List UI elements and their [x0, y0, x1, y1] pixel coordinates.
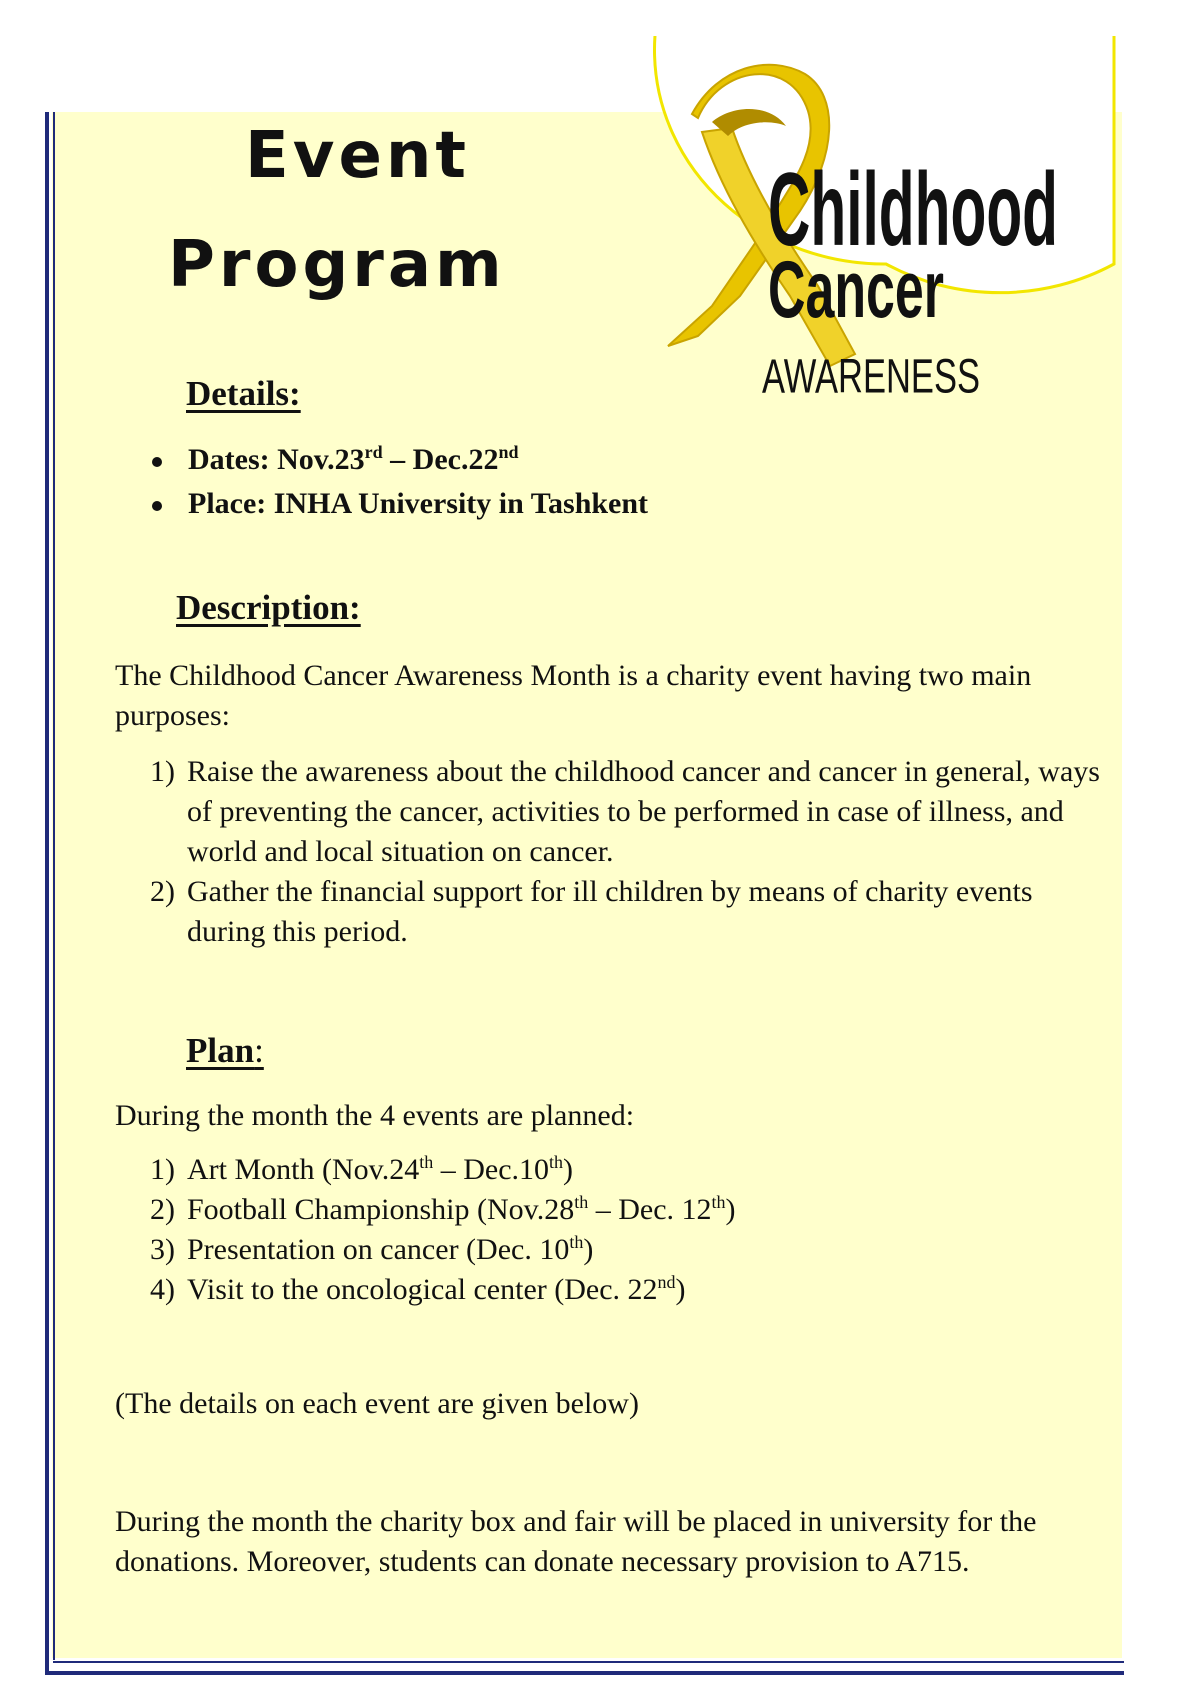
list-item [115, 752, 1115, 872]
details-dates [148, 438, 648, 482]
list-item [115, 1150, 1015, 1190]
event-text: Visit to the oncological center (Dec. 22 [187, 1273, 658, 1306]
childhood-cancer-awareness-logo [640, 36, 1180, 488]
event-text: – Dec.10 [433, 1153, 550, 1186]
page-border-bottom [45, 1671, 1124, 1675]
description-heading: Description: [176, 588, 361, 627]
ordinal-suffix: th [549, 1152, 564, 1172]
bullet-icon [152, 501, 162, 511]
plan-intro: During the month the 4 events are planned: [115, 1099, 635, 1132]
list-item-text: Gather the financial support for ill children by means of charity events during this period. [187, 875, 1033, 948]
event-text: ) [675, 1273, 686, 1306]
event-text: Art Month (Nov.24 [187, 1153, 420, 1186]
ordinal-suffix: th [711, 1192, 726, 1212]
page-border-left-inner [53, 112, 55, 1660]
list-item [115, 1270, 1015, 1310]
place-text: Place: INHA University in Tashkent [188, 487, 649, 520]
dates-end: – Dec.22 [382, 443, 499, 476]
logo-word-awareness: AWARENESS [762, 350, 980, 404]
list-item [115, 872, 1115, 952]
purpose-list [115, 752, 1115, 952]
page-border-left [45, 112, 49, 1674]
details-place [148, 482, 648, 526]
event-list [115, 1150, 1015, 1310]
list-number: 1) [150, 1153, 175, 1186]
list-item [115, 1190, 1015, 1230]
ordinal-suffix: nd [657, 1272, 676, 1292]
description-intro: The Childhood Cancer Awareness Month is a charity event having two main purposes: [115, 659, 1032, 732]
event-text: ) [563, 1153, 574, 1186]
list-item [115, 1230, 1015, 1270]
event-text: – Dec. 12 [588, 1193, 712, 1226]
list-item-text: Raise the awareness about the childhood cancer and cancer in general, ways of preventing the cancer, activities to be performed in case of illness, and world and local situation on cancer. [187, 755, 1100, 868]
list-number: 3) [150, 1233, 175, 1266]
page-border-bottom-inner [53, 1661, 1124, 1663]
plan-heading [186, 1031, 264, 1071]
title-line-2: Program [168, 228, 506, 302]
logo-word-cancer: Cancer [768, 244, 944, 335]
list-number: 2) [150, 875, 175, 908]
ordinal-suffix: th [419, 1152, 434, 1172]
plan-heading-colon: : [254, 1031, 264, 1070]
list-number: 1) [150, 755, 175, 788]
details-note: (The details on each event are given below) [115, 1387, 639, 1420]
ordinal-suffix: th [569, 1232, 584, 1252]
closing-paragraph: During the month the charity box and fair will be placed in university for the donations. Moreover, students can donate necessary provision to A715. [115, 1505, 1037, 1578]
logo-word-childhood: Childhood [768, 151, 1058, 269]
dates-end-suffix: nd [498, 442, 519, 462]
event-text: ) [583, 1233, 594, 1266]
event-text: Presentation on cancer (Dec. 10 [187, 1233, 570, 1266]
title-line-1: Event [245, 119, 470, 193]
dates-start-suffix: rd [364, 442, 383, 462]
details-heading: Details: [186, 374, 301, 413]
list-number: 2) [150, 1193, 175, 1226]
plan-heading-text: Plan [186, 1031, 255, 1070]
dates-start: Dates: Nov.23 [188, 443, 365, 476]
event-text: ) [725, 1193, 736, 1226]
event-text: Football Championship (Nov.28 [187, 1193, 575, 1226]
details-list [148, 438, 648, 526]
bullet-icon [152, 457, 162, 467]
list-number: 4) [150, 1273, 175, 1306]
ordinal-suffix: th [574, 1192, 589, 1212]
